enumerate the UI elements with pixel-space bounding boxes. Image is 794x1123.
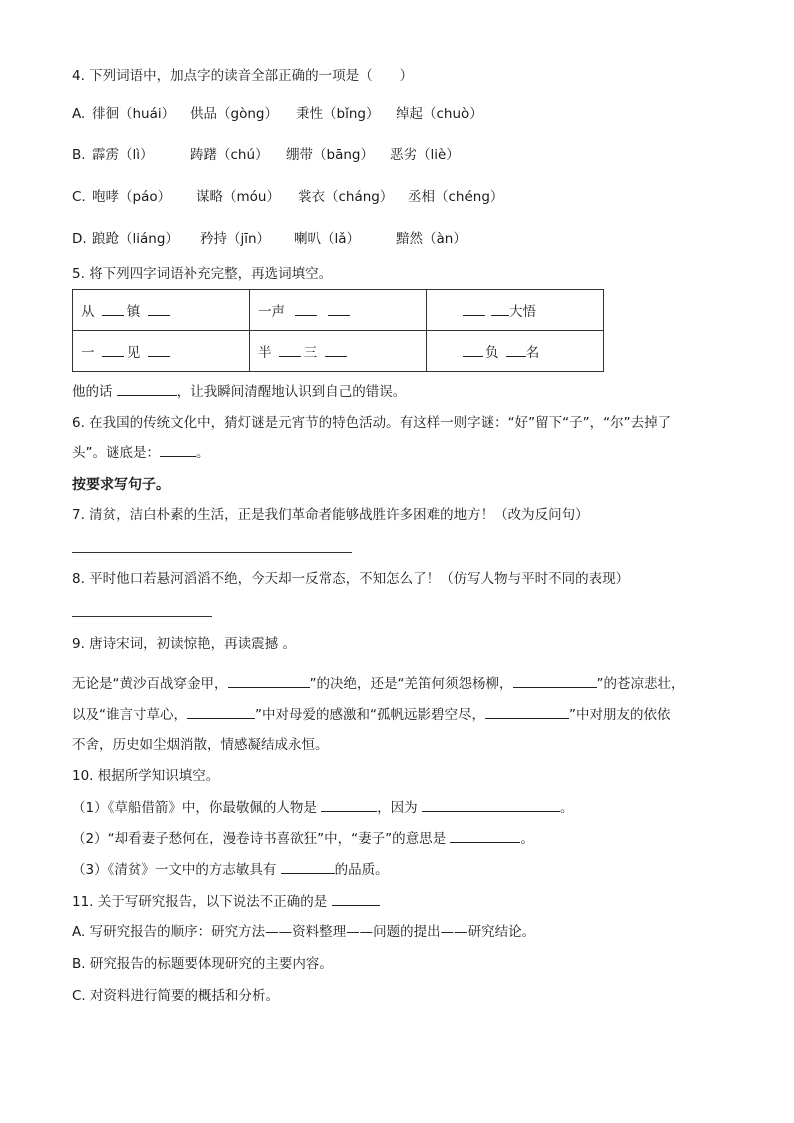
idiom-blank[interactable] xyxy=(463,301,485,316)
question-10-item-2 xyxy=(72,828,534,849)
sentence-text: 的品质。 xyxy=(334,862,389,878)
answer-blank[interactable] xyxy=(422,797,560,812)
question-11-option-a: A. 写研究报告的顺序：研究方法——资料整理——问题的提出——研究结论。 xyxy=(72,924,536,940)
option-item: 踉跄（liáng） xyxy=(92,231,179,247)
option-letter: D. xyxy=(72,231,87,247)
idiom-char: 名 xyxy=(525,345,540,361)
idiom-blank[interactable] xyxy=(102,342,124,357)
question-9-line-2 xyxy=(72,704,671,725)
answer-blank[interactable] xyxy=(321,797,377,812)
question-5-stem: 5. 将下列四字词语补充完整，再选词填空。 xyxy=(72,266,333,282)
sentence-text: 头”。谜底是： xyxy=(72,445,160,461)
question-4-option-a xyxy=(72,104,483,124)
option-letter: C. xyxy=(72,189,86,205)
answer-blank[interactable] xyxy=(281,859,335,874)
idiom-char: 镇 xyxy=(126,304,141,320)
option-item: 黯然（àn） xyxy=(396,231,467,247)
idiom-blank[interactable] xyxy=(328,301,350,316)
idiom-blank[interactable] xyxy=(463,342,483,357)
answer-line[interactable] xyxy=(72,616,212,617)
option-item: 供品（gòng） xyxy=(190,106,278,122)
question-4-option-d xyxy=(72,229,467,249)
sentence-text: ，因为 xyxy=(377,800,418,816)
question-7: 7. 清贫，洁白朴素的生活，正是我们革命者能够战胜许多困难的地方！（改为反问句） xyxy=(72,507,589,523)
sentence-text: ”的苍凉悲壮， xyxy=(596,676,685,692)
idiom-blank[interactable] xyxy=(102,301,124,316)
sentence-text: ”的决绝，还是“羌笛何须怨杨柳， xyxy=(309,676,513,692)
option-item: 丞相（chéng） xyxy=(408,189,504,205)
sentence-text: 。 xyxy=(196,445,210,461)
idiom-fill-table xyxy=(72,289,604,372)
question-11-option-b: B. 研究报告的标题要体现研究的主要内容。 xyxy=(72,956,333,972)
idiom-cell xyxy=(73,331,250,372)
question-6-line-1: 6. 在我国的传统文化中，猜灯谜是元宵节的特色活动。有这样一则字谜：“好”留下“子”，“尔”去掉了 xyxy=(72,415,672,431)
sentence-text: （3）《清贫》一文中的方志敏具有 xyxy=(72,862,277,878)
option-item: 踌躇（chú） xyxy=(190,147,269,163)
option-item: 喇叭（lǎ） xyxy=(294,231,361,247)
idiom-blank[interactable] xyxy=(148,301,170,316)
answer-line[interactable] xyxy=(72,552,352,553)
question-9-line-3: 不舍，历史如尘烟消散，情感凝结成永恒。 xyxy=(72,737,329,753)
question-10-item-3 xyxy=(72,859,389,880)
question-9-stem: 9. 唐诗宋词，初读惊艳，再读震撼 。 xyxy=(72,636,296,652)
question-10-item-1 xyxy=(72,797,573,818)
question-4-option-c xyxy=(72,187,503,207)
idiom-char: 一 xyxy=(81,345,95,361)
sentence-text: 11. 关于写研究报告，以下说法不正确的是 xyxy=(72,894,328,910)
sentence-text: 以及“谁言寸草心， xyxy=(72,707,187,723)
idiom-blank[interactable] xyxy=(279,342,301,357)
answer-blank[interactable] xyxy=(187,704,255,719)
idiom-blank[interactable] xyxy=(295,301,317,316)
sentence-text: 。 xyxy=(559,800,574,816)
option-item: 恶劣（liè） xyxy=(390,147,460,163)
question-4-option-b xyxy=(72,145,460,165)
question-10-stem: 10. 根据所学知识填空。 xyxy=(72,768,220,784)
question-11-stem xyxy=(72,891,380,912)
section-heading: 按要求写句子。 xyxy=(72,477,170,493)
option-item: 绰起（chuò） xyxy=(396,106,483,122)
option-item: 秉性（bǐng） xyxy=(296,106,380,122)
sentence-text: 他的话 xyxy=(72,384,113,400)
answer-blank[interactable] xyxy=(450,828,520,843)
sentence-text: ”中对母爱的感激和“孤帆远影碧空尽， xyxy=(255,707,485,723)
option-item: 绷带（bāng） xyxy=(286,147,374,163)
question-8: 8. 平时他口若悬河滔滔不绝，今天却一反常态，不知怎么了！（仿写人物与平时不同的表现） xyxy=(72,571,630,587)
idiom-blank[interactable] xyxy=(491,301,509,316)
idiom-blank[interactable] xyxy=(325,342,347,357)
idiom-char: 三 xyxy=(303,345,318,361)
question-9-line-1 xyxy=(72,673,685,694)
option-item: 咆哮（páo） xyxy=(92,189,172,205)
option-item: 徘徊（huái） xyxy=(92,106,176,122)
idiom-char: 见 xyxy=(126,345,141,361)
sentence-text: 。 xyxy=(520,831,534,847)
idiom-blank[interactable] xyxy=(148,342,170,357)
idiom-cell xyxy=(250,290,427,331)
sentence-text: ，让我瞬间清醒地认识到自己的错误。 xyxy=(176,384,407,400)
question-6-line-2 xyxy=(72,442,210,463)
idiom-char: 从 xyxy=(81,304,95,320)
answer-blank[interactable] xyxy=(160,442,196,457)
idiom-cell xyxy=(427,290,604,331)
table-row xyxy=(73,331,604,372)
answer-blank[interactable] xyxy=(117,381,177,396)
answer-blank[interactable] xyxy=(332,891,380,906)
idiom-cell xyxy=(427,331,604,372)
idiom-char: 半 xyxy=(258,345,272,361)
question-5-sentence xyxy=(72,381,406,402)
idiom-char: 一声 xyxy=(258,304,285,320)
option-item: 谋略（móu） xyxy=(196,189,280,205)
sentence-text: 无论是“黄沙百战穿金甲， xyxy=(72,676,228,692)
idiom-cell xyxy=(73,290,250,331)
idiom-blank[interactable] xyxy=(506,342,526,357)
idiom-char: 大悟 xyxy=(509,304,536,320)
option-item: 矜持（jīn） xyxy=(200,231,271,247)
sentence-text: （2）“却看妻子愁何在，漫卷诗书喜欲狂”中，“妻子”的意思是 xyxy=(72,831,447,847)
answer-blank[interactable] xyxy=(513,673,597,688)
question-11-option-c: C. 对资料进行简要的概括和分析。 xyxy=(72,988,280,1004)
option-item: 霹雳（lì） xyxy=(92,147,154,163)
idiom-cell xyxy=(250,331,427,372)
option-letter: A. xyxy=(72,106,86,122)
answer-blank[interactable] xyxy=(228,673,310,688)
question-4-stem: 4. 下列词语中，加点字的读音全部正确的一项是（ ） xyxy=(72,68,414,84)
table-row xyxy=(73,290,604,331)
sentence-text: （1）《草船借箭》中，你最敬佩的人物是 xyxy=(72,800,317,816)
idiom-char: 负 xyxy=(485,345,499,361)
option-letter: B. xyxy=(72,147,86,163)
answer-blank[interactable] xyxy=(485,704,569,719)
option-item: 裳衣（cháng） xyxy=(298,189,394,205)
sentence-text: ”中对朋友的依依 xyxy=(569,707,671,723)
